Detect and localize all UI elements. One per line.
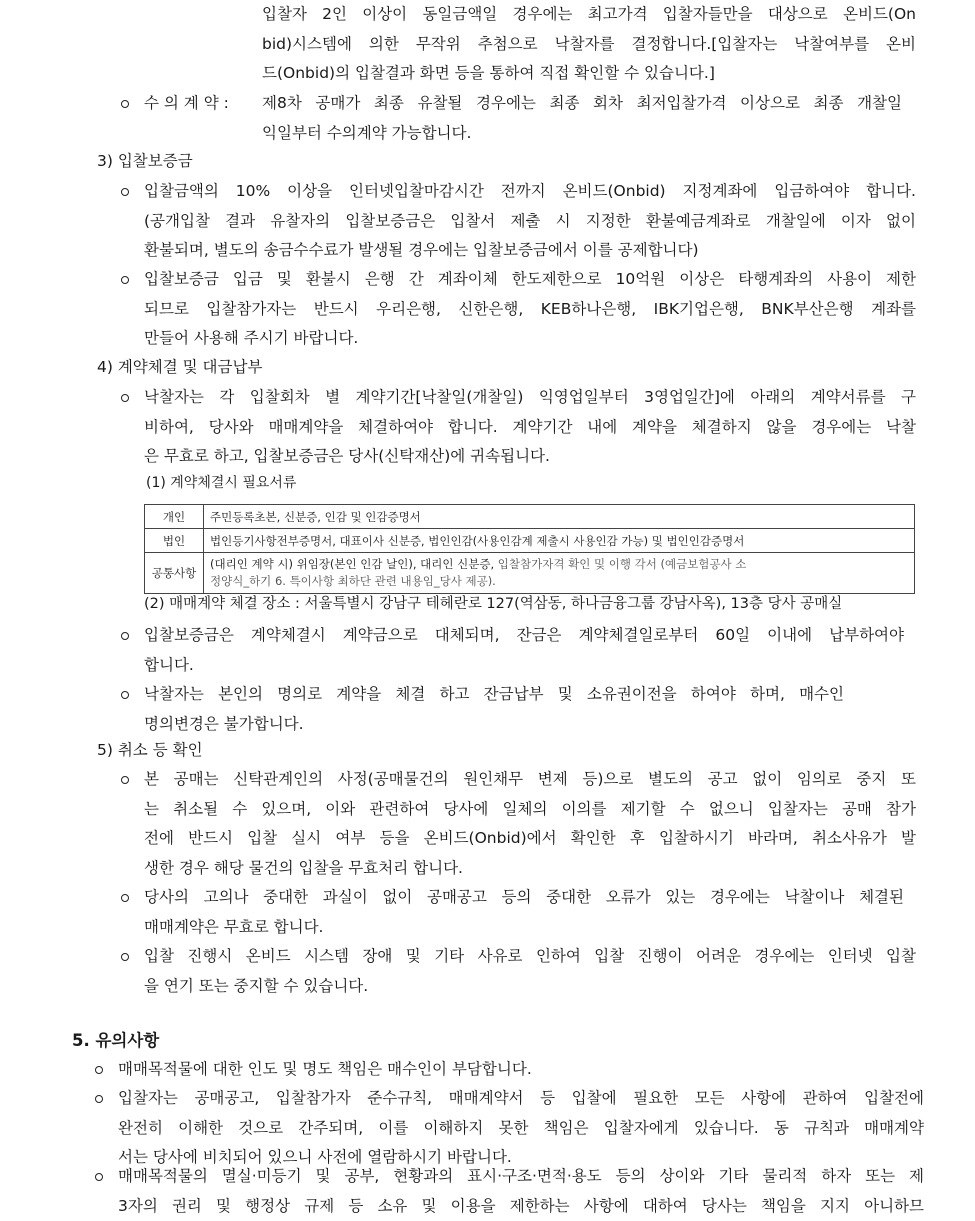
- text-line: bid)시스템에 의한 무작위 추첨으로 낙찰자를 결정합니다.[입찰자는 낙찰여부를 온비: [262, 30, 916, 60]
- table-cell-value: [204, 553, 915, 594]
- contract-item-2: [144, 621, 904, 680]
- text-line: 되므로 입찰참가자는 반드시 우리은행, 신한은행, KEB하나은행, IBK기업은행, BNK부산은행 계좌를: [144, 295, 916, 325]
- text-line: 입찰금액의 10% 이상을 인터넷입찰마감시간 전까지 온비드(Onbid) 지정계좌에 입금하여야 합니다.: [144, 177, 916, 207]
- text-line: 매매목적물에 대한 인도 및 명도 책임은 매수인이 부담합니다.: [118, 1055, 918, 1085]
- text-line: 합니다.: [144, 651, 904, 681]
- text-line: 제8차 공매가 최종 유찰될 경우에는 최종 회차 최저입찰가격 이상으로 최종 개찰일: [262, 89, 902, 119]
- text-line: 전에 반드시 입찰 실시 여부 등을 온비드(Onbid)에서 확인한 후 입찰하시기 바라며, 취소사유가 발: [144, 824, 916, 854]
- bullet-icon: [121, 188, 129, 196]
- text-line: 환불되며, 별도의 송금수수료가 발생될 경우에는 입찰보증금에서 이를 공제합니다): [144, 236, 916, 266]
- table-row: [145, 553, 915, 594]
- cancel-item-3: [144, 942, 916, 1001]
- required-docs-table: [144, 504, 915, 594]
- deposit-item-1: [144, 177, 916, 266]
- negotiated-contract-text: [262, 89, 902, 148]
- table-cell-value: 주민등록초본, 신분증, 인감 및 인감증명서: [204, 505, 915, 529]
- bullet-icon: [121, 776, 129, 784]
- section-cancel-heading: 5) 취소 등 확인: [97, 736, 203, 766]
- text-line: 낙찰자는 각 입찰회차 별 계약기간[낙찰일(개찰일) 익영업일부터 3영업일간]에 아래의 계약서류를 구: [144, 383, 916, 413]
- text-line: 는 취소될 수 있으며, 이와 관련하여 당사에 일체의 이의를 제기할 수 없으니 입찰자는 공매 참가: [144, 795, 916, 825]
- table-row: [145, 505, 915, 529]
- table-cell-label: 공통사항: [145, 553, 204, 594]
- contract-item-3: [144, 680, 844, 739]
- bullet-icon: [121, 894, 129, 902]
- table-cell-text: (대리인 계약 시) 위임장(본인 인감 날인), 대리인 신분증,: [210, 557, 494, 571]
- section-deposit-heading: 3) 입찰보증금: [97, 147, 193, 177]
- table-cell-line: [210, 556, 908, 573]
- text-line: 생한 경우 해당 물건의 입찰을 무효처리 합니다.: [144, 854, 916, 884]
- table-cell-text: 정양식_하기 6. 특이사항 최하단 관련 내용임_당사 제공).: [210, 573, 908, 590]
- negotiated-contract-label: 수 의 계 약 :: [144, 89, 229, 119]
- contract-place: (2) 매매계약 체결 장소 : 서울특별시 강남구 테헤란로 127(역삼동, 하나금융그룹 강남사옥), 13층 당사 공매실: [144, 593, 842, 615]
- text-line: 비하여, 당사와 매매계약을 체결하여야 합니다. 계약기간 내에 계약을 체결하지 않을 경우에는 낙찰: [144, 413, 916, 443]
- bullet-icon: [95, 1173, 103, 1181]
- text-line: 입찰보증금은 계약체결시 계약금으로 대체되며, 잔금은 계약체결일로부터 60일 이내에 납부하여야: [144, 621, 904, 651]
- section-notes-heading: 5. 유의사항: [72, 1026, 159, 1056]
- bullet-icon: [95, 1066, 103, 1074]
- required-docs-title: (1) 계약체결시 필요서류: [146, 472, 296, 494]
- bullet-icon: [121, 100, 129, 108]
- cancel-item-1: [144, 765, 916, 883]
- section-contract-heading: 4) 계약체결 및 대금납부: [97, 353, 262, 383]
- notes-item-1: [118, 1055, 918, 1085]
- text-line: 입찰자는 공매공고, 입찰참가자 준수규칙, 매매계약서 등 입찰에 필요한 모든 사항에 관하여 입찰전에: [118, 1084, 924, 1114]
- notes-item-3: [118, 1162, 924, 1221]
- table-cell-label: 법인: [145, 529, 204, 553]
- bullet-icon: [121, 632, 129, 640]
- text-line: 은 무효로 하고, 입찰보증금은 당사(신탁재산)에 귀속됩니다.: [144, 442, 916, 472]
- text-line: 입찰자 2인 이상이 동일금액일 경우에는 최고가격 입찰자들만을 대상으로 온비드(On: [262, 0, 916, 30]
- text-line: (공개입찰 결과 유찰자의 입찰보증금은 입찰서 제출 시 지정한 환불예금계좌로 개찰일에 이자 없이: [144, 207, 916, 237]
- contract-item-1: [144, 383, 916, 472]
- table-cell-text: 입찰참가자격 확인 및 이행 각서 (예금보험공사 소: [494, 557, 746, 571]
- text-line: 을 연기 또는 중지할 수 있습니다.: [144, 972, 916, 1002]
- text-line: 낙찰자는 본인의 명의로 계약을 체결 하고 잔금납부 및 소유권이전을 하여야 하며, 매수인: [144, 680, 844, 710]
- bullet-icon: [95, 1095, 103, 1103]
- text-line: 드(Onbid)의 입찰결과 화면 등을 통하여 직접 확인할 수 있습니다.]: [262, 59, 916, 89]
- text-line: 입찰보증금 입금 및 환불시 은행 간 계좌이체 한도제한으로 10억원 이상은 타행계좌의 사용이 제한: [144, 265, 916, 295]
- table-cell-label: 개인: [145, 505, 204, 529]
- bullet-icon: [121, 276, 129, 284]
- text-line: 완전히 이해한 것으로 간주되며, 이를 이해하지 못한 책임은 입찰자에게 있습니다. 동 규칙과 매매계약: [118, 1114, 924, 1144]
- text-line: 명의변경은 불가합니다.: [144, 710, 844, 740]
- text-line: 매매목적물의 멸실·미등기 및 공부, 현황과의 표시·구조·면적·용도 등의 상이와 기타 물리적 하자 또는 제: [118, 1162, 924, 1192]
- text-line: 당사의 고의나 중대한 과실이 없이 공매공고 등의 중대한 오류가 있는 경우에는 낙찰이나 체결된: [144, 883, 904, 913]
- cancel-item-2: [144, 883, 904, 942]
- bullet-icon: [121, 691, 129, 699]
- notes-item-2: [118, 1084, 924, 1173]
- tie-bid-paragraph: [262, 0, 916, 89]
- text-line: 본 공매는 신탁관계인의 사정(공매물건의 원인채무 변제 등)으로 별도의 공고 없이 임의로 중지 또: [144, 765, 916, 795]
- text-line: 서는 당사에 비치되어 있으니 사전에 열람하시기 바랍니다.: [118, 1143, 924, 1173]
- text-line: 3자의 권리 및 행정상 규제 등 소유 및 이용을 제한하는 사항에 대하여 당사는 책임을 지지 아니하므: [118, 1192, 924, 1221]
- bullet-icon: [121, 394, 129, 402]
- text-line: 만들어 사용해 주시기 바랍니다.: [144, 324, 916, 354]
- table-cell-value: 법인등기사항전부증명서, 대표이사 신분증, 법인인감(사용인감계 제출시 사용인감 가능) 및 법인인감증명서: [204, 529, 915, 553]
- text-line: 익일부터 수의계약 가능합니다.: [262, 119, 902, 149]
- text-line: 매매계약은 무효로 합니다.: [144, 913, 904, 943]
- text-line: 입찰 진행시 온비드 시스템 장애 및 기타 사유로 인하여 입찰 진행이 어려운 경우에는 인터넷 입찰: [144, 942, 916, 972]
- table-row: [145, 529, 915, 553]
- bullet-icon: [121, 953, 129, 961]
- deposit-item-2: [144, 265, 916, 354]
